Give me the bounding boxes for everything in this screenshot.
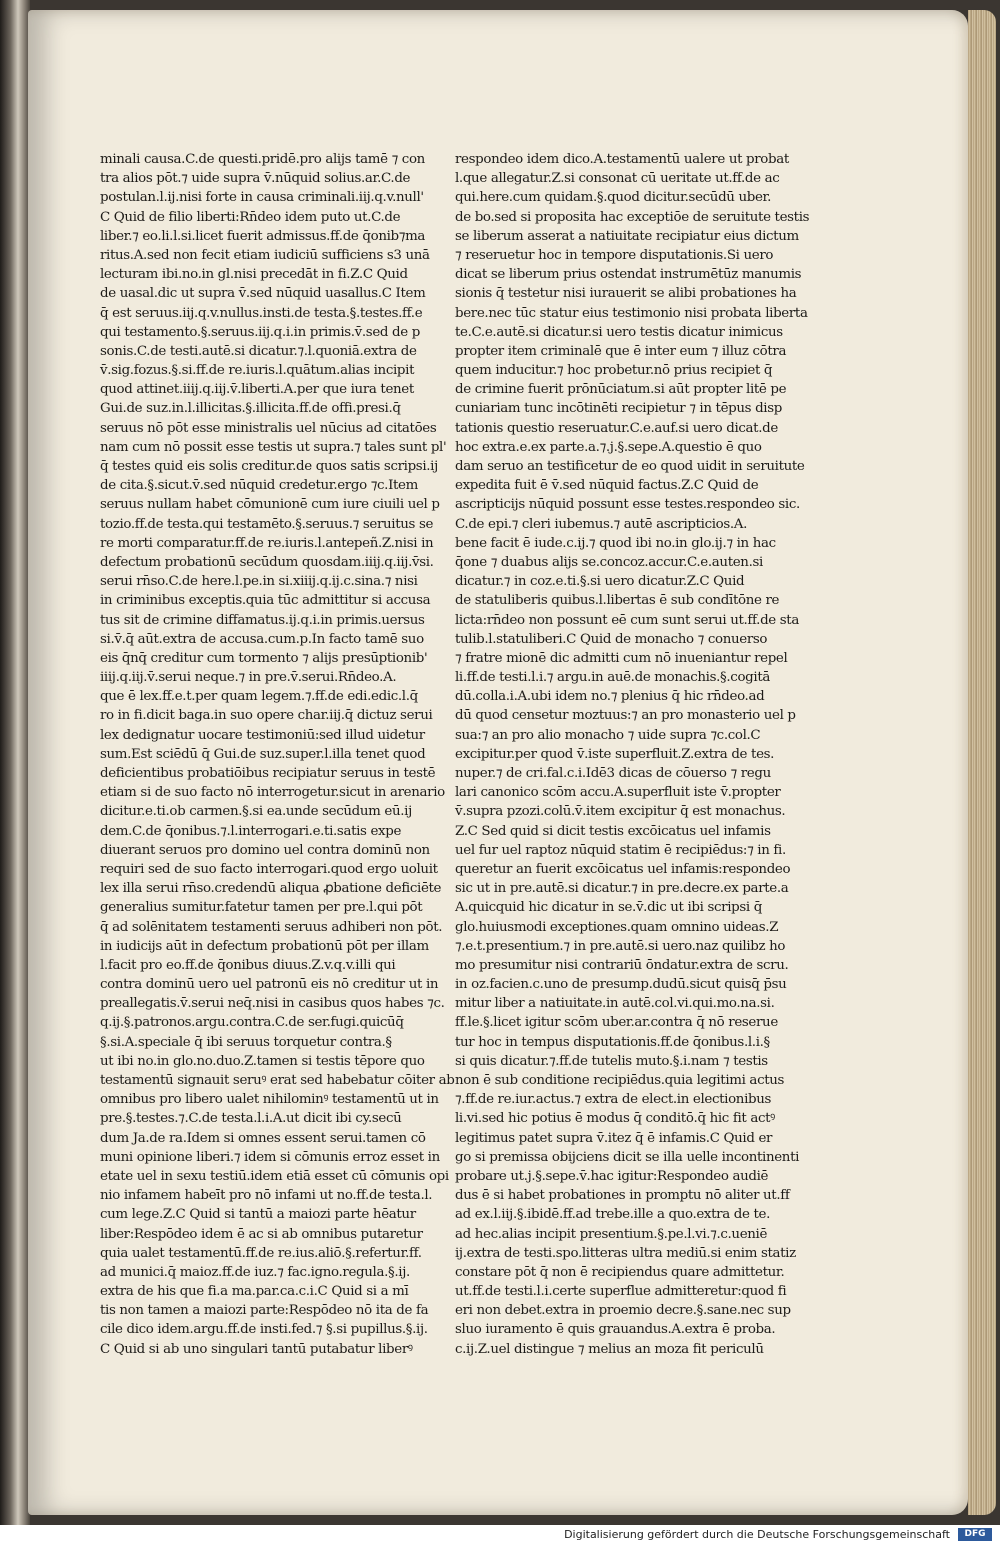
text-line: q̄one ⁊ duabus alijs se.concoz.accur.C.e.auten.si (455, 554, 763, 570)
text-line: ij.extra de testi.spo.litteras ultra mediū.si enim statiz (455, 1245, 796, 1261)
text-line: ⁊.ff.de re.iur.actus.⁊ extra de elect.in electionibus (455, 1092, 772, 1108)
text-line: cum lege.Z.C Quid si tantū a maiozi parte hēatur (100, 1207, 416, 1223)
text-line: dū.colla.i.A.ubi idem no.⁊ plenius q̄ hic rn̄deo.ad (455, 689, 765, 705)
text-line: se liberum asserat a natiuitate recipiatur eius dictum (455, 228, 799, 244)
text-line: tis non tamen a maiozi parte:Respōdeo nō ita de fa (100, 1303, 429, 1319)
text-line: in criminibus exceptis.quia tūc admittitur si accusa (100, 593, 431, 609)
text-line: v̄.sig.fozus.§.si.ff.de re.iuris.l.quātum.alias incipit (100, 363, 415, 379)
text-line: generalius sumitur.fatetur tamen per pre.l.qui pōt (100, 900, 423, 916)
text-line: deficientibus probatiōibus recipiatur seruus in testē (100, 766, 436, 781)
text-line: respondeo idem dico.A.testamentū ualere ut probat (455, 152, 789, 167)
text-line: ad munici.q̄ maioz.ff.de iuz.⁊ fac.igno.regula.§.ij. (100, 1264, 410, 1280)
text-line: sic ut in pre.autē.si dicatur.⁊ in pre.decre.ex parte.a (455, 881, 789, 897)
text-line: qui.here.cum quidam.§.quod dicitur.secūdū uber. (455, 190, 772, 206)
text-line: ad hec.alias incipit presentium.§.pe.l.vi.⁊.c.ueniē (455, 1226, 768, 1242)
text-line: de cita.§.sicut.v̄.sed nūquid credetur.ergo ⁊c.Item (100, 478, 418, 494)
text-line: nio infamem habeīt pro nō infami ut no.ff.de testa.l. (100, 1188, 433, 1204)
text-line: minali causa.C.de questi.pridē.pro alijs tamē ⁊ con (100, 152, 425, 167)
text-line: de bo.sed si proposita hac exceptiōe de seruitute testis (455, 209, 810, 225)
text-line: dū quod censetur moztuus:⁊ an pro monasterio uel p (455, 708, 796, 724)
text-line: eis q̄nq̄ creditur cum tormento ⁊ alijs presūptionib' (100, 650, 428, 666)
text-line: ad ex.l.iij.§.ibidē.ff.ad trebe.ille a quo.extra de te. (455, 1207, 770, 1223)
text-line: dicat se liberum prius ostendat instrumētūz manumis (455, 267, 802, 283)
text-line: q̄ testes quid eis solis creditur.de quos satis scripsi.ij (100, 459, 438, 474)
text-line: ro in fi.dicit baga.in suo opere char.iij.q̄ dictuz serui (100, 708, 433, 724)
text-line: diuerant seruos pro domino uel contra dominū non (100, 842, 430, 858)
text-line: ⁊ fratre mionē dic admitti cum nō inueniantur repel (455, 650, 788, 666)
text-line: iiij.q.iij.v̄.serui neque.⁊ in pre.v̄.serui.Rn̄deo.A. (100, 670, 397, 686)
text-line: bere.nec tūc statur eius testimonio nisi probata liberta (455, 305, 808, 321)
text-line: quod attinet.iiij.q.iij.v̄.liberti.A.per que iura tenet (100, 382, 414, 398)
text-line: licta:rn̄deo non possunt eē cum sunt serui ut.ff.de sta (455, 612, 799, 628)
text-line: eri non debet.extra in proemio decre.§.sane.nec sup (455, 1303, 791, 1319)
text-line: queretur an fuerit excōicatus uel infamis:respondeo (455, 861, 791, 877)
text-line: ⁊.e.t.presentium.⁊ in pre.autē.si uero.naz quilibz ho (455, 938, 786, 954)
text-line: q̄ est seruus.iij.q.v.nullus.insti.de testa.§.testes.ff.e (100, 305, 423, 321)
text-line: que ē lex.ff.e.t.per quam legem.⁊.ff.de edi.edic.l.q̄ (100, 689, 418, 705)
text-line: sionis q̄ testetur nisi iurauerit se alibi probationes ha (455, 286, 797, 302)
text-line: dus ē si habet probationes in promptu nō aliter ut.ff (455, 1188, 790, 1204)
text-line: nam cum nō possit esse testis ut supra.⁊ tales sunt pl' (100, 439, 447, 455)
text-line: dicatur.⁊ in coz.e.ti.§.si uero dicatur.Z.C Quid (455, 574, 745, 590)
text-line: Z.C Sed quid si dicit testis excōicatus uel infamis (455, 823, 771, 839)
text-line: dem.C.de q̄onibus.⁊.l.interrogari.e.ti.satis expe (100, 823, 402, 839)
text-line: lex dedignatur uocare testimoniū:sed illud uidetur (100, 727, 425, 743)
text-line: cuniariam tunc incōtinēti recipietur ⁊ in tēpus disp (455, 401, 782, 417)
text-line: tozio.ff.de testa.qui testamēto.§.seruus.⁊ seruitus se (100, 516, 434, 532)
text-line: C Quid de filio liberti:Rn̄deo idem puto ut.C.de (100, 209, 401, 225)
text-column-left (100, 150, 455, 1359)
text-line: de crimine fuerit prōnūciatum.si aūt propter litē pe (455, 382, 787, 398)
text-line: de uasal.dic ut supra v̄.sed nūquid uasallus.C Item (100, 286, 426, 302)
text-line: ut.ff.de testi.l.i.certe superflue admitteretur:quod fi (455, 1284, 787, 1300)
text-line: c.ij.Z.uel distingue ⁊ melius an moza fit periculū (455, 1341, 764, 1357)
text-line: l.facit pro eo.ff.de q̄onibus diuus.Z.v.q.v.illi qui (100, 957, 396, 973)
text-line: ⁊ reseruetur hoc in tempore disputationis.Si uero (455, 247, 774, 263)
text-line: li.vi.sed hic potius ē modus q̄ conditō.q̄ hic fit actꝰ (455, 1111, 775, 1127)
text-line: C.de epi.⁊ cleri iubemus.⁊ autē ascripticios.A. (455, 516, 748, 532)
text-line: quia ualet testamentū.ff.de re.ius.aliō.§.refertur.ff. (100, 1245, 422, 1261)
text-line: sonis.C.de testi.autē.si dicatur.⁊.l.quoniā.extra de (100, 343, 417, 359)
text-line: omnibus pro libero ualet nihilominꝰ testamentū ut in (100, 1092, 439, 1108)
text-line: lari canonico scōm accu.A.superfluit iste v̄.propter (455, 785, 781, 801)
text-line: legitimus patet supra v̄.itez q̄ ē infamis.C Quid er (455, 1130, 773, 1146)
text-line: serui rn̄so.C.de here.l.pe.in si.xiiij.q.ij.c.sina.⁊ nisi (100, 574, 418, 590)
text-line: de statuliberis quibus.l.libertas ē sub condītōne re (455, 593, 780, 609)
text-line: etiam si de suo facto nō interrogetur.sicut in arenario (100, 785, 445, 801)
text-line: sua:⁊ an pro alio monacho ⁊ uide supra ⁊c.col.C (455, 727, 761, 743)
text-line: pre.§.testes.⁊.C.de testa.l.i.A.ut dicit ibi cy.secū (100, 1111, 402, 1127)
text-line: dum Ja.de ra.Idem si omnes essent serui.tamen cō (100, 1130, 426, 1146)
text-line: C Quid si ab uno singulari tantū putabatur liberꝰ (100, 1341, 413, 1357)
text-line: testamentū signauit seruꝰ erat sed habebatur cōiter ab (100, 1073, 455, 1088)
text-line: ut ibi no.in glo.no.duo.Z.tamen si testis tēpore quo (100, 1053, 425, 1069)
dfg-logo: DFG (958, 1528, 992, 1541)
text-line: ff.le.§.licet igitur scōm uber.ar.contra q̄ nō reserue (455, 1015, 778, 1031)
page-edge (968, 10, 996, 1515)
text-line: qui testamento.§.seruus.iij.q.i.in primis.v̄.sed de p (100, 324, 420, 340)
text-line: si quis dicatur.⁊.ff.de tutelis muto.§.i.nam ⁊ testis (455, 1053, 768, 1069)
text-line: nuper.⁊ de cri.fal.c.i.Idē3 dicas de cōuerso ⁊ regu (455, 766, 771, 781)
text-line: non ē sub conditione recipiēdus.quia legitimi actus (455, 1073, 785, 1088)
text-line: defectum probationū secūdum quosdam.iiij.q.iij.v̄si. (100, 554, 434, 570)
text-line: sum.Est sciēdū q̄ Gui.de suz.super.l.illa tenet quod (100, 746, 426, 762)
text-line: muni opinione liberi.⁊ idem si cōmunis erroz esset in (100, 1149, 440, 1165)
text-line: uel fur uel raptoz nūquid statim ē recipiēdus:⁊ in fi. (455, 842, 786, 858)
text-line: go si premissa obijciens dicit se illa uelle incontinenti (455, 1149, 800, 1165)
text-line: in oz.facien.c.uno de presump.dudū.sicut quisq̄ p̄su (455, 977, 787, 993)
text-line: lecturam ibi.no.in gl.nisi precedāt in fi.Z.C Quid (100, 267, 408, 283)
text-line: postulan.l.ij.nisi forte in causa criminali.iij.q.v.null' (100, 190, 424, 206)
text-line: v̄.supra pzozi.colū.v̄.item excipitur q̄ est monachus. (455, 804, 786, 820)
text-line: etate uel in sexu testiū.idem etiā esset cū cōmunis opi (100, 1168, 449, 1184)
text-line: in iudicijs aūt in defectum probationū pōt per illam (100, 938, 429, 954)
text-column-right (455, 150, 810, 1359)
text-line: ascripticijs nūquid possunt esse testes.respondeo sic. (455, 497, 800, 513)
footer-bar (0, 1525, 1000, 1545)
text-line: A.quicquid hic dicatur in se.v̄.dic ut ibi scripsi q̄ (455, 900, 762, 916)
text-line: contra dominū uero uel patronū eis nō creditur ut in (100, 977, 439, 993)
text-line: q.ij.§.patronos.argu.contra.C.de ser.fugi.quicūq̄ (100, 1015, 404, 1031)
text-line: seruus nō pōt esse ministralis uel nūcius ad citatōes (100, 420, 437, 436)
text-line: extra de his que fi.a ma.par.ca.c.i.C Quid si a mī (100, 1284, 409, 1300)
text-line: te.C.e.autē.si dicatur.si uero testis dicatur inimicus (455, 324, 783, 340)
text-line: li.ff.de testi.l.i.⁊ argu.in auē.de monachis.§.cogitā (455, 670, 770, 686)
text-line: tulib.l.statuliberi.C Quid de monacho ⁊ conuerso (455, 631, 768, 647)
text-line: lex illa serui rn̄so.credendū aliqua ꝓbatione deficiēte (100, 881, 442, 897)
text-line: mitur liber a natiuitate.in autē.col.vi.qui.mo.na.si. (455, 996, 775, 1012)
text-line: constare pōt q̄ non ē recipiendus quare admittetur. (455, 1264, 785, 1280)
text-line: seruus nullam habet cōmunionē cum iure ciuili uel p (100, 497, 440, 513)
text-line: tra alios pōt.⁊ uide supra v̄.nūquid solius.ar.C.de (100, 171, 411, 187)
text-line: mo presumitur nisi contrariū ōndatur.extra de scru. (455, 957, 789, 973)
text-line: si.v̄.q̄ aūt.extra de accusa.cum.p.In facto tamē suo (100, 631, 424, 647)
text-line: cile dico idem.argu.ff.de insti.fed.⁊ §.si pupillus.§.ij. (100, 1322, 428, 1338)
text-line: tationis questio reseruatur.C.e.auf.si uero dicat.de (455, 420, 778, 436)
text-line: dicitur.e.ti.ob carmen.§.si ea.unde secūdum eū.ij (100, 804, 412, 820)
text-line: propter item criminalē que ē inter eum ⁊ illuz cōtra (455, 343, 787, 359)
text-line: requiri sed de suo facto interrogari.quod ergo uoluit (100, 861, 438, 877)
text-line: l.que allegatur.Z.si consonat cū ueritate ut.ff.de ac (455, 171, 780, 187)
text-line: tur hoc in tempus disputationis.ff.de q̄onibus.l.i.§ (455, 1034, 770, 1050)
text-line: hoc extra.e.ex parte.a.⁊.j.§.sepe.A.questio ē quo (455, 439, 762, 455)
text-line: preallegatis.v̄.serui neq̄.nisi in casibus quos habes ⁊c. (100, 996, 445, 1012)
text-line: excipitur.per quod v̄.iste superfluit.Z.extra de tes. (455, 746, 775, 762)
text-line: re morti comparatur.ff.de re.iuris.l.antepeñ.Z.nisi in (100, 535, 434, 551)
text-line: ritus.A.sed non fecit etiam iudiciū sufficiens s3 unā (100, 247, 430, 263)
left-page-stack (0, 0, 30, 1525)
text-line: quem inducitur.⁊ hoc probetur.nō prius recipiet q̄ (455, 363, 773, 379)
text-line: glo.huiusmodi exceptiones.quam omnino uideas.Z (455, 919, 779, 935)
footer-credit: Digitalisierung gefördert durch die Deutsche Forschungsgemeinschaft (564, 1528, 950, 1541)
text-line: tus sit de crimine diffamatus.ij.q.i.in primis.uersus (100, 612, 425, 628)
text-line: sluo iuramento ē quis grauandus.A.extra ē proba. (455, 1322, 776, 1338)
text-line: bene facit ē iude.c.ij.⁊ quod ibi no.in glo.ij.⁊ in hac (455, 535, 776, 551)
text-line: dam seruo an testificetur de eo quod uidit in seruitute (455, 459, 805, 474)
text-line: §.si.A.speciale q̄ ibi seruus torquetur contra.§ (100, 1034, 392, 1050)
text-line: q̄ ad solēnitatem testamenti seruus adhiberi non pōt. (100, 919, 443, 935)
text-line: expedita fuit ē v̄.sed nūquid factus.Z.C Quid de (455, 478, 759, 494)
text-line: liber:Respōdeo idem ē ac si ab omnibus putaretur (100, 1226, 423, 1242)
text-line: probare ut.j.§.sepe.v̄.hac igitur:Respondeo audiē (455, 1168, 769, 1184)
text-line: Gui.de suz.in.l.illicitas.§.illicita.ff.de offi.presi.q̄ (100, 401, 401, 417)
text-line: liber.⁊ eo.li.l.si.licet fuerit admissus.ff.de q̄onib⁊ma (100, 228, 426, 244)
